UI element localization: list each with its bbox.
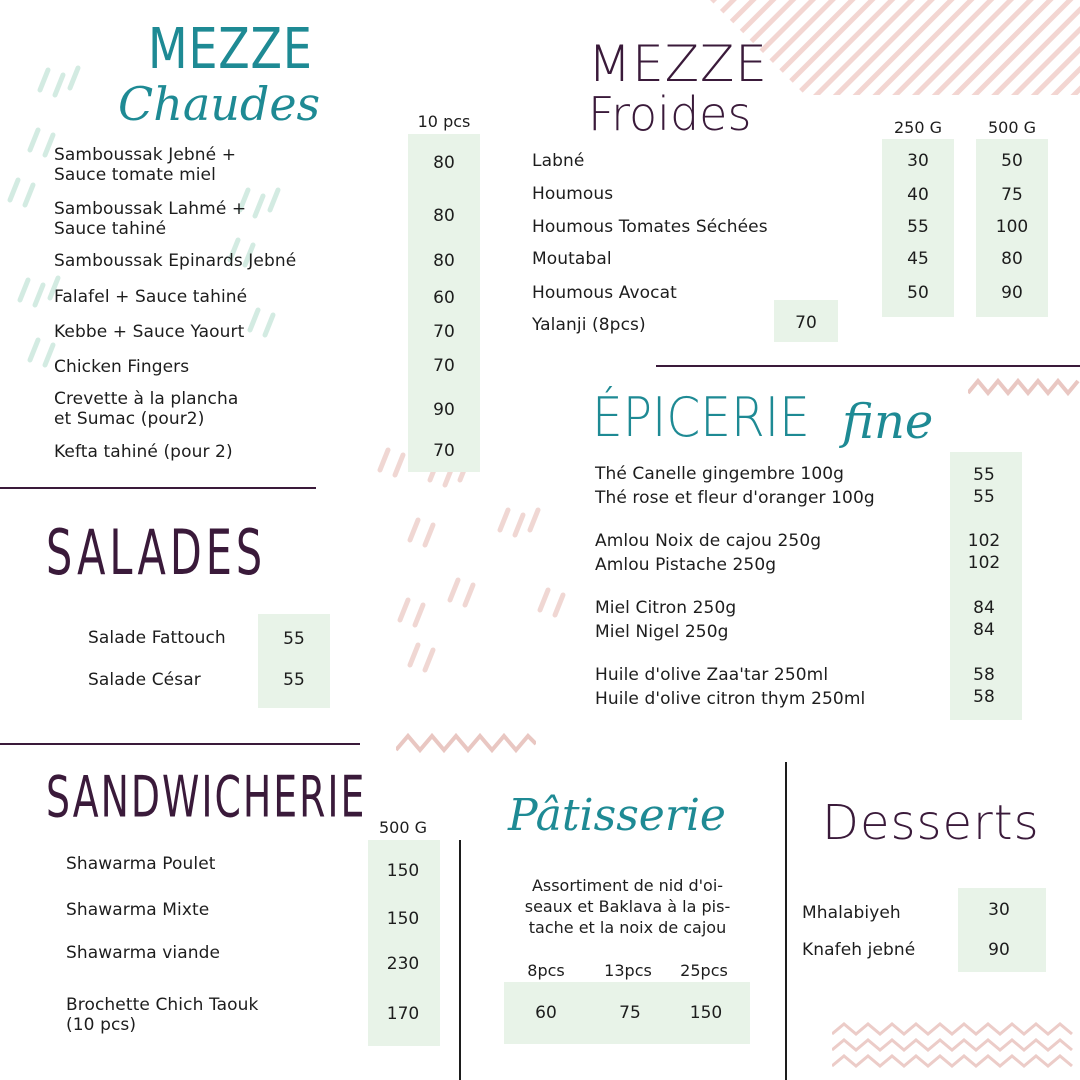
list-item: Brochette Chich Taouk (10 pcs) (66, 995, 259, 1035)
patisserie-title: Pâtisserie (508, 790, 726, 841)
price: 90 (988, 940, 1010, 960)
list-item: Labné (532, 151, 585, 171)
list-item: Salade César (88, 670, 201, 690)
price-250: 55 (907, 217, 929, 237)
desserts-title: Desserts (822, 795, 1040, 851)
price: 80 (433, 251, 455, 271)
price: 30 (988, 900, 1010, 920)
epicerie-title-script: fine (842, 394, 934, 450)
epicerie-title: ÉPICERIE (592, 386, 810, 449)
price: 170 (386, 1004, 420, 1024)
price: 150 (386, 909, 420, 929)
list-item: Falafel + Sauce tahiné (54, 287, 248, 307)
price: 80 (433, 206, 455, 226)
price-500: 50 (1001, 151, 1023, 171)
list-item: Yalanji (8pcs) (532, 315, 646, 335)
list-item: Mhalabiyeh (802, 903, 901, 923)
price: 70 (433, 322, 455, 342)
list-item: Amlou Noix de cajou 250g (595, 531, 822, 551)
price: 75 (619, 1003, 641, 1023)
decorative-zigzag-bottom-right (832, 1020, 1080, 1080)
list-item: Crevette à la plancha et Sumac (pour2) (54, 389, 239, 429)
price: 230 (386, 954, 420, 974)
price: 80 (433, 153, 455, 173)
list-item: Miel Nigel 250g (595, 622, 729, 642)
price: 55 (973, 487, 995, 507)
price: 58 (973, 687, 995, 707)
sandwicherie-title: SANDWICHERIE (46, 763, 367, 831)
price: 84 (973, 598, 995, 618)
decorative-dashes-pink (370, 440, 600, 680)
sandwicherie-col-header: 500 G (378, 818, 428, 837)
price-500: 100 (995, 217, 1029, 237)
list-item: Salade Fattouch (88, 628, 226, 648)
list-item: Kebbe + Sauce Yaourt (54, 322, 245, 342)
patisserie-size-25: 25pcs (680, 961, 728, 980)
price: 102 (967, 553, 1001, 573)
list-item: Knafeh jebné (802, 940, 916, 960)
list-item: Huile d'olive Zaa'tar 250ml (595, 665, 829, 685)
divider (0, 487, 316, 489)
list-item: Thé Canelle gingembre 100g (595, 464, 845, 484)
list-item: Houmous Tomates Séchées (532, 217, 768, 237)
price: 70 (433, 356, 455, 376)
divider (656, 365, 1080, 367)
price: 70 (795, 313, 817, 333)
list-item: Shawarma Mixte (66, 900, 210, 920)
decorative-zigzag-top-right (968, 375, 1080, 397)
divider (785, 762, 787, 1080)
divider (459, 840, 461, 1080)
salades-title: SALADES (46, 515, 267, 589)
price: 150 (689, 1003, 723, 1023)
price: 55 (973, 465, 995, 485)
mezze-chaudes-title-top: MEZZE (148, 17, 313, 82)
price: 102 (967, 531, 1001, 551)
price-500: 75 (1001, 185, 1023, 205)
list-item: Shawarma Poulet (66, 854, 216, 874)
mezze-froides-col-header-250: 250 G (893, 118, 943, 137)
list-item: Huile d'olive citron thym 250ml (595, 689, 866, 709)
price: 60 (535, 1003, 557, 1023)
list-item: Kefta tahiné (pour 2) (54, 442, 233, 462)
patisserie-description: Assortiment de nid d'oi- seaux et Baklava à la pis- tache et la noix de cajou (524, 876, 731, 937)
price: 150 (386, 861, 420, 881)
list-item: Thé rose et fleur d'oranger 100g (595, 488, 875, 508)
list-item: Shawarma viande (66, 943, 221, 963)
price: 55 (283, 670, 305, 690)
list-item: Samboussak Lahmé + Sauce tahiné (54, 199, 247, 239)
price-250: 30 (907, 151, 929, 171)
price: 70 (433, 441, 455, 461)
list-item: Miel Citron 250g (595, 598, 737, 618)
mezze-chaudes-col-header: 10 pcs (417, 112, 471, 131)
list-item: Houmous Avocat (532, 283, 677, 303)
divider (0, 743, 360, 745)
list-item: Houmous (532, 184, 614, 204)
list-item: Moutabal (532, 249, 612, 269)
mezze-froides-title-bottom: Froides (588, 87, 752, 141)
price: 55 (283, 629, 305, 649)
mezze-froides-col-header-500: 500 G (987, 118, 1037, 137)
list-item: Amlou Pistache 250g (595, 555, 777, 575)
mezze-froides-title-top: MEZZE (588, 35, 768, 93)
list-item: Chicken Fingers (54, 357, 190, 377)
price-250: 45 (907, 249, 929, 269)
price: 60 (433, 288, 455, 308)
list-item: Samboussak Epinards Jebné (54, 251, 297, 271)
decorative-zigzag-middle (396, 730, 536, 754)
price: 90 (433, 400, 455, 420)
price-500: 90 (1001, 283, 1023, 303)
patisserie-size-13: 13pcs (604, 961, 652, 980)
patisserie-size-8: 8pcs (527, 961, 565, 980)
price: 84 (973, 620, 995, 640)
price: 58 (973, 665, 995, 685)
price-250: 50 (907, 283, 929, 303)
price-250: 40 (907, 185, 929, 205)
mezze-chaudes-title-bottom: Chaudes (118, 77, 321, 131)
price-500: 80 (1001, 249, 1023, 269)
list-item: Samboussak Jebné + Sauce tomate miel (54, 145, 237, 185)
